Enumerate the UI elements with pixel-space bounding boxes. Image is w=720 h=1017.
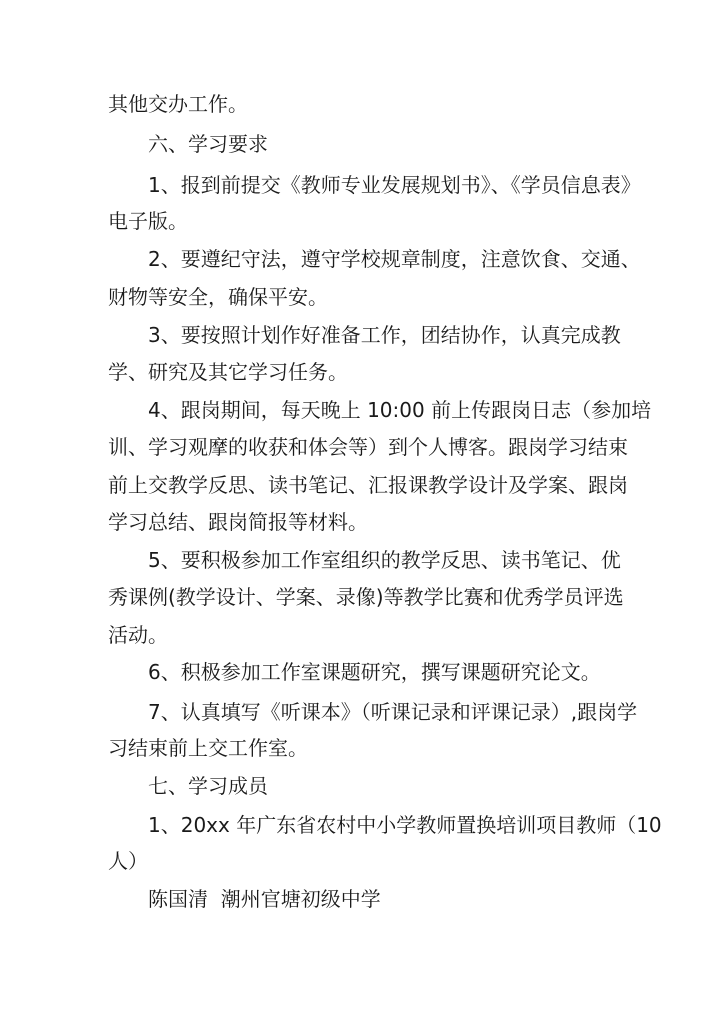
line-text: 七、学习成员 — [148, 774, 268, 798]
line-text: 财物等安全，确保平安。 — [108, 285, 328, 309]
text-line — [0, 545, 720, 575]
line-text: 6、积极参加工作室课题研究，撰写课题研究论文。 — [148, 660, 601, 684]
line-text: 1、20xx 年广东省农村中小学教师置换培训项目教师（10 — [148, 813, 662, 837]
line-text: 六、学习要求 — [148, 132, 268, 156]
line-text: 活动。 — [108, 623, 168, 647]
line-text: 5、要积极参加工作室组织的教学反思、读书笔记、优 — [148, 548, 621, 572]
line-text: 电子版。 — [108, 209, 188, 233]
text-line — [0, 884, 720, 914]
text-line — [0, 697, 720, 727]
line-text: 人） — [108, 849, 148, 873]
text-line — [0, 395, 720, 425]
section-heading — [0, 771, 720, 801]
line-text: 其他交办工作。 — [108, 92, 248, 116]
line-text: 学、研究及其它学习任务。 — [108, 360, 348, 384]
text-line — [0, 206, 720, 236]
line-text: 习结束前上交工作室。 — [108, 736, 308, 760]
line-text: 前上交教学反思、读书笔记、汇报课教学设计及学案、跟岗 — [108, 473, 628, 497]
line-text: 3、要按照计划作好准备工作，团结协作，认真完成教 — [148, 323, 621, 347]
text-line — [0, 282, 720, 312]
text-line — [0, 657, 720, 687]
text-line — [0, 170, 720, 200]
text-line — [0, 244, 720, 274]
line-text: 4、跟岗期间，每天晚上 10:00 前上传跟岗日志（参加培 — [148, 398, 652, 422]
text-line — [0, 507, 720, 537]
text-line — [0, 846, 720, 876]
text-line — [0, 357, 720, 387]
text-line — [0, 320, 720, 350]
text-line — [0, 620, 720, 650]
line-text: 训、学习观摩的收获和体会等）到个人博客。跟岗学习结束 — [108, 435, 628, 459]
line-text: 7、认真填写《听课本》（听课记录和评课记录）,跟岗学 — [148, 700, 638, 724]
text-line — [0, 470, 720, 500]
line-text: 学习总结、跟岗简报等材料。 — [108, 510, 368, 534]
line-text: 秀课例(教学设计、学案、录像)等教学比赛和优秀学员评选 — [108, 585, 624, 609]
text-line — [0, 733, 720, 763]
section-heading — [0, 129, 720, 159]
text-line — [0, 810, 720, 840]
line-text: 1、报到前提交《教师专业发展规划书》、《学员信息表》 — [148, 173, 641, 197]
line-text: 陈国清 潮州官塘初级中学 — [148, 887, 381, 911]
text-line — [0, 432, 720, 462]
text-line — [0, 89, 720, 119]
line-text: 2、要遵纪守法，遵守学校规章制度，注意饮食、交通、 — [148, 247, 641, 271]
text-line — [0, 582, 720, 612]
